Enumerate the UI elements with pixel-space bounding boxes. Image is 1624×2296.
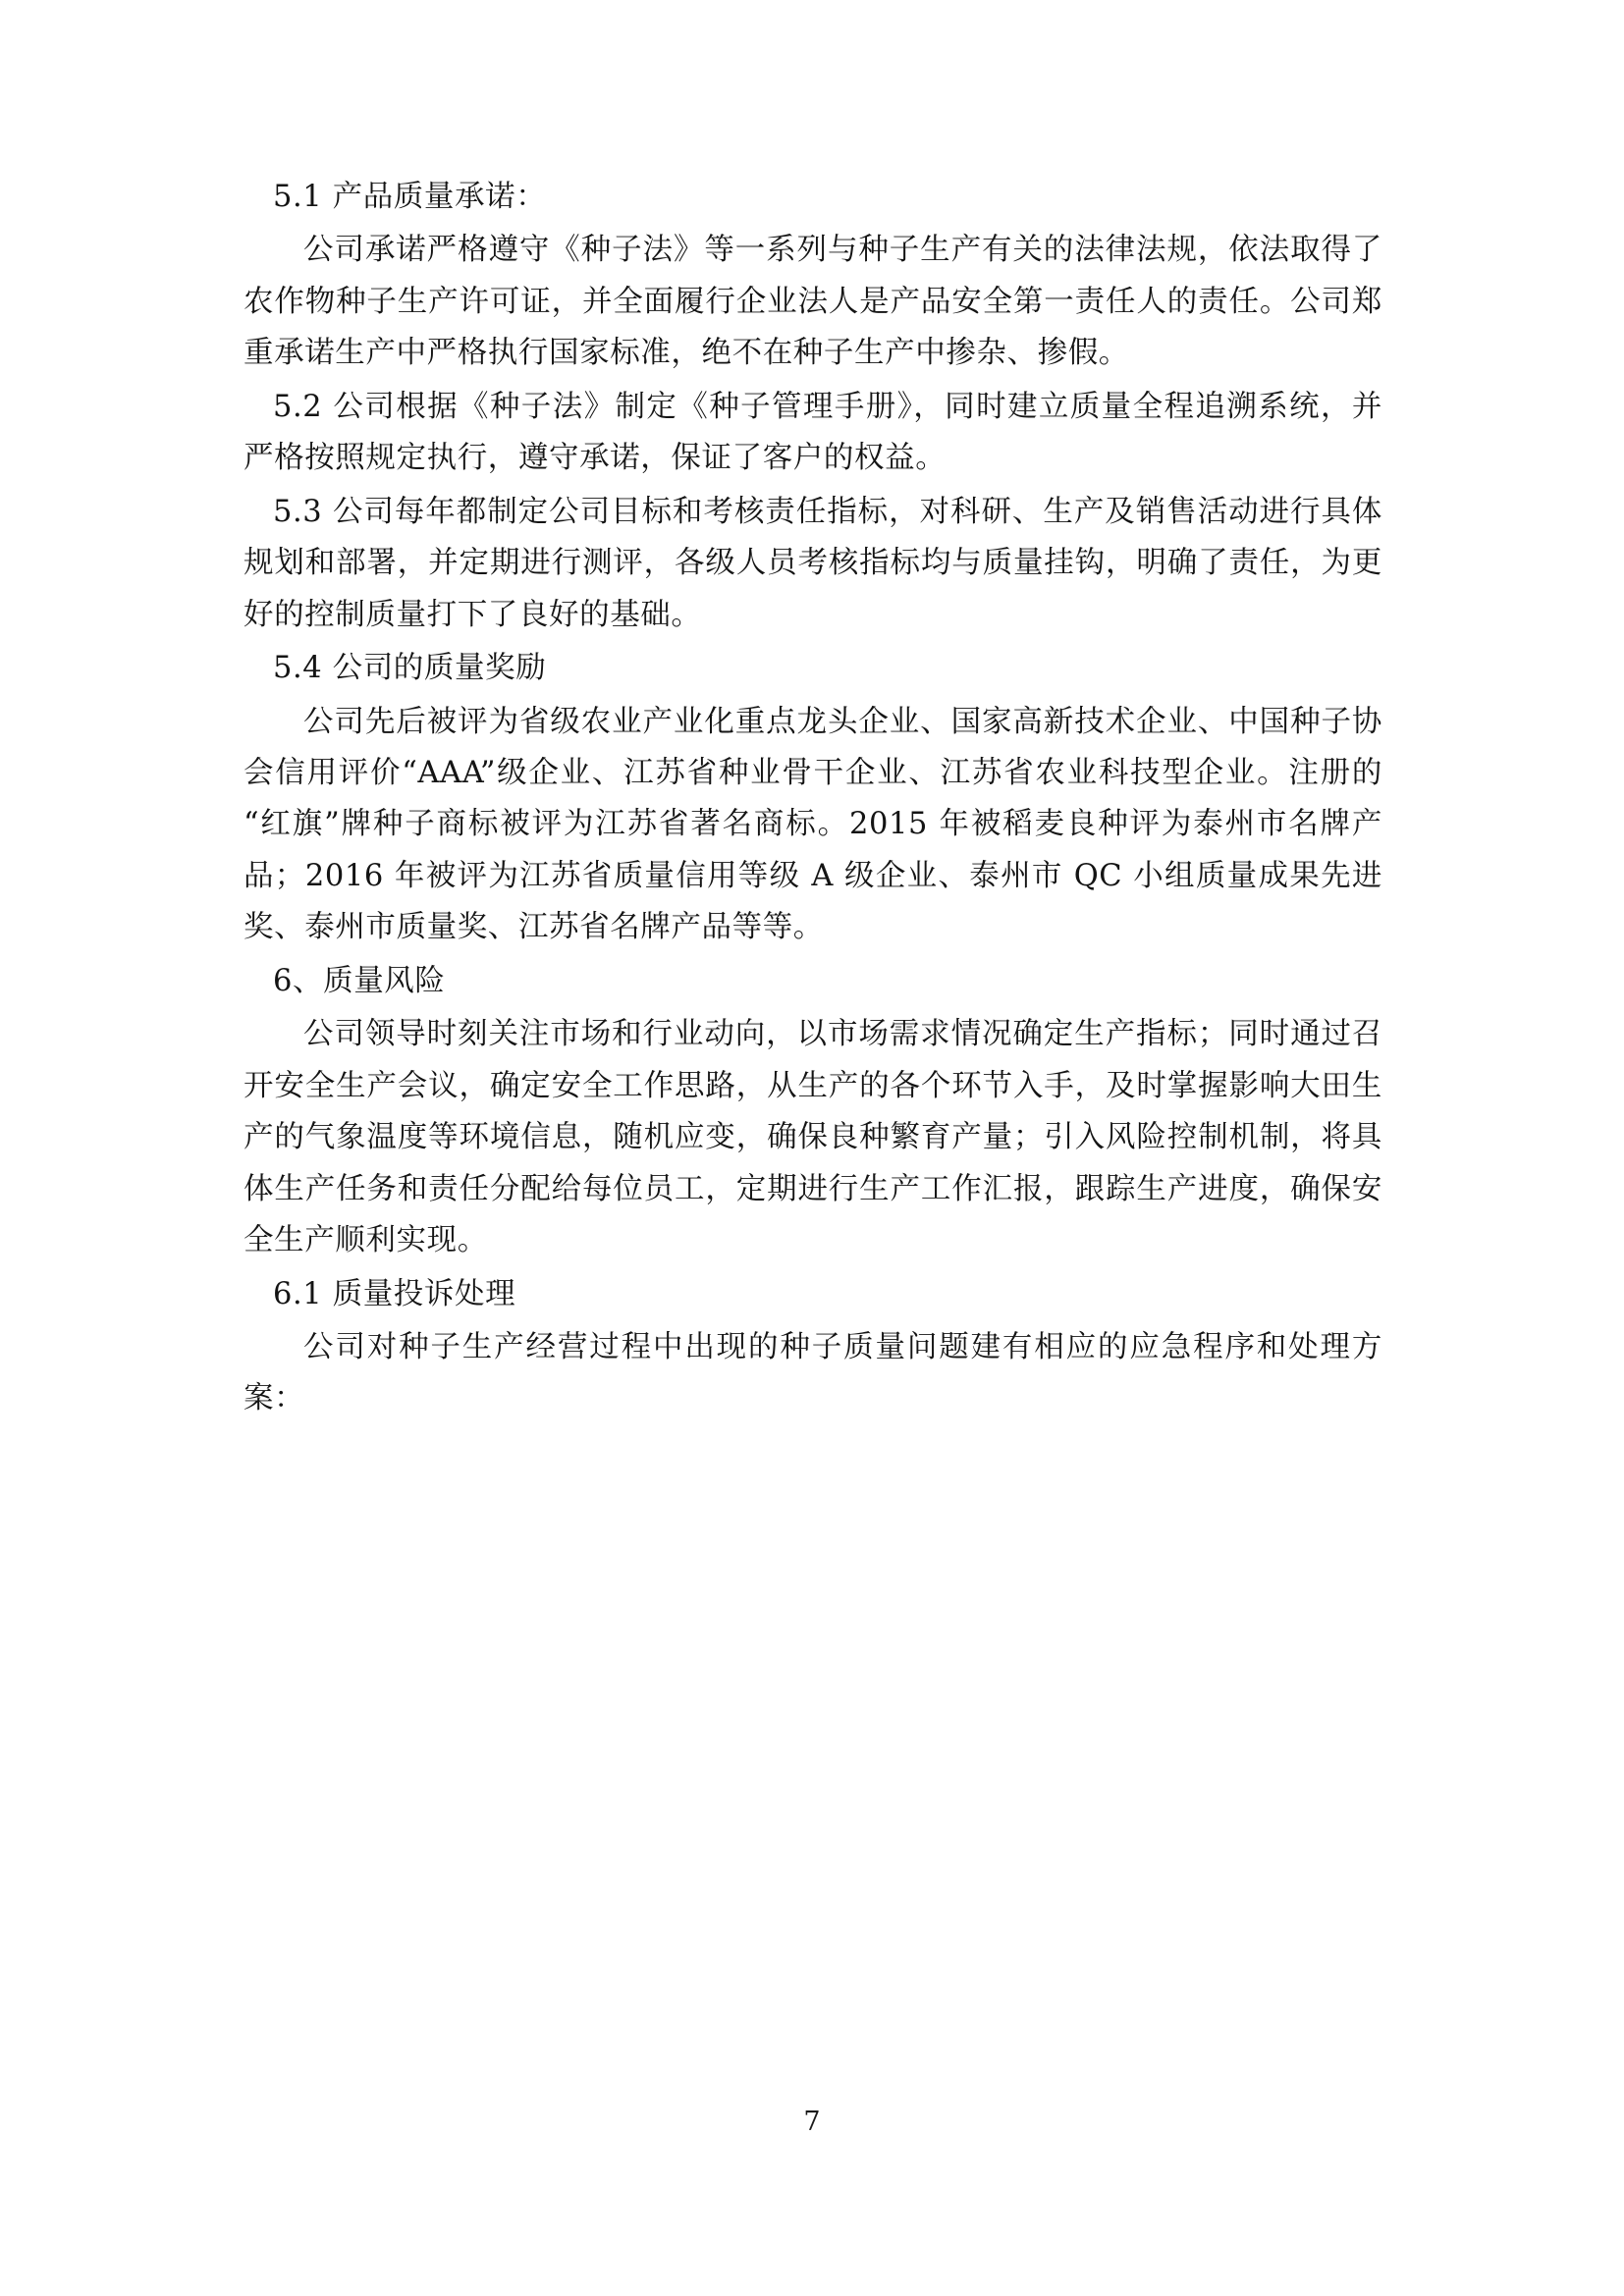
paragraph-5-3: 5.3 公司每年都制定公司目标和考核责任指标，对科研、生产及销售活动进行具体规划和部署，并定期进行测评，各级人员考核指标均与质量挂钩，明确了责任，为更好的控制质量打下了良好的基础。: [244, 494, 1382, 632]
document-body: [244, 172, 1382, 1427]
paragraph-5-4-body: 公司先后被评为省级农业产业化重点龙头企业、国家高新技术企业、中国种子协会信用评价“AAA”级企业、江苏省种业骨干企业、江苏省农业科技型企业。注册的“红旗”牌种子商标被评为江苏省著名商标。2015 年被稻麦良种评为泰州市名牌产品；2016 年被评为江苏省质量信用等级 A 级企业、泰州市 QC 小组质量成果先进奖、泰州市质量奖、江苏省名牌产品等等。: [244, 704, 1382, 945]
paragraph-6-1-title: 6.1 质量投诉处理: [273, 1276, 516, 1311]
paragraph-6-body: 公司领导时刻关注市场和行业动向，以市场需求情况确定生产指标；同时通过召开安全生产会议，确定安全工作思路，从生产的各个环节入手，及时掌握影响大田生产的气象温度等环境信息，随机应变，确保良种繁育产量；引入风险控制机制，将具体生产任务和责任分配给每位员工，定期进行生产工作汇报，跟踪生产进度，确保安全生产顺利实现。: [244, 1017, 1382, 1258]
paragraph-5-2: 5.2 公司根据《种子法》制定《种子管理手册》，同时建立质量全程追溯系统，并严格按照规定执行，遵守承诺，保证了客户的权益。: [244, 389, 1382, 476]
paragraph-6-1-body: 公司对种子生产经营过程中出现的种子质量问题建有相应的应急程序和处理方案：: [244, 1329, 1382, 1416]
paragraph-5-1-body: 公司承诺严格遵守《种子法》等一系列与种子生产有关的法律法规，依法取得了农作物种子生产许可证，并全面履行企业法人是产品安全第一责任人的责任。公司郑重承诺生产中严格执行国家标准，绝不在种子生产中掺杂、掺假。: [244, 233, 1382, 371]
paragraph-6-title: 6、质量风险: [273, 963, 446, 998]
paragraph-5-4-title: 5.4 公司的质量奖励: [273, 651, 547, 686]
paragraph-5-1-title: 5.1 产品质量承诺：: [273, 180, 547, 214]
page-number: 7: [803, 2107, 821, 2137]
